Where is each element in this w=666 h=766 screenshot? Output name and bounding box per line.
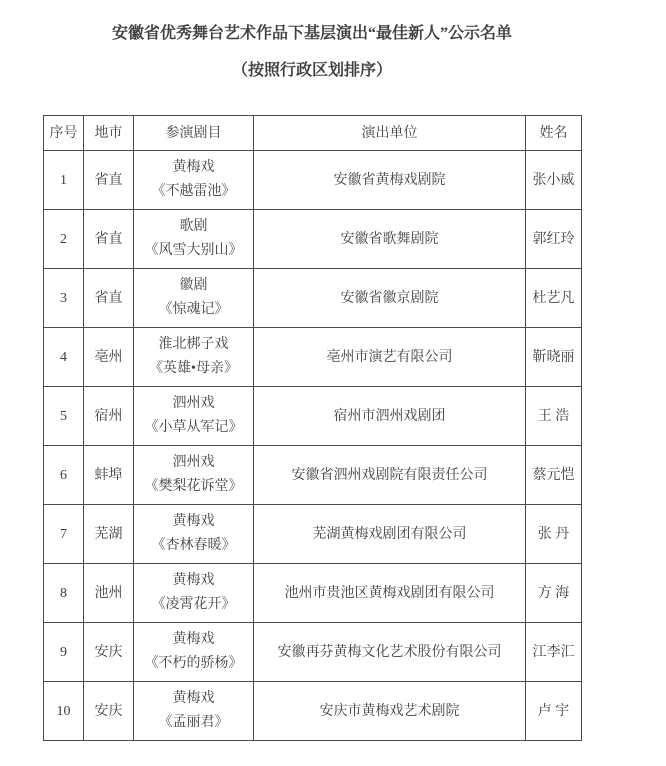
play-genre: 歌剧 bbox=[179, 219, 208, 234]
play-title: 《不越雷池》 bbox=[151, 184, 236, 199]
cell-play bbox=[134, 623, 254, 682]
cell-serial-number: 2 bbox=[44, 210, 84, 269]
cell-city: 蚌埠 bbox=[84, 446, 134, 505]
play-title: 《风雪大别山》 bbox=[144, 243, 243, 258]
header-serial-number: 序号 bbox=[44, 116, 84, 151]
play-title: 《不朽的骄杨》 bbox=[144, 656, 243, 671]
cell-city: 省直 bbox=[84, 269, 134, 328]
table-row bbox=[44, 269, 582, 328]
cell-name: 卢 宇 bbox=[526, 682, 582, 741]
table-row bbox=[44, 328, 582, 387]
cell-serial-number: 1 bbox=[44, 151, 84, 210]
cell-serial-number: 4 bbox=[44, 328, 84, 387]
cell-play bbox=[134, 505, 254, 564]
play-genre: 淮北梆子戏 bbox=[158, 337, 229, 352]
table-row bbox=[44, 151, 582, 210]
cell-organization: 池州市贵池区黄梅戏剧团有限公司 bbox=[254, 564, 526, 623]
cell-name: 张 丹 bbox=[526, 505, 582, 564]
play-title: 《惊魂记》 bbox=[158, 302, 229, 317]
cell-name: 方 海 bbox=[526, 564, 582, 623]
play-genre: 黄梅戏 bbox=[172, 632, 215, 647]
cell-organization: 亳州市演艺有限公司 bbox=[254, 328, 526, 387]
play-title: 《英雄•母亲》 bbox=[149, 361, 238, 376]
table-row bbox=[44, 564, 582, 623]
play-genre: 黄梅戏 bbox=[172, 160, 215, 175]
play-title: 《凌霄花开》 bbox=[151, 597, 236, 612]
cell-organization: 宿州市泗州戏剧团 bbox=[254, 387, 526, 446]
play-genre: 黄梅戏 bbox=[172, 514, 215, 529]
cell-serial-number: 3 bbox=[44, 269, 84, 328]
notice-content bbox=[43, 0, 581, 741]
page-title: 安徽省优秀舞台艺术作品下基层演出“最佳新人”公示名单 bbox=[111, 25, 512, 42]
cell-city: 宿州 bbox=[84, 387, 134, 446]
header-city: 地市 bbox=[84, 116, 134, 151]
cell-serial-number: 5 bbox=[44, 387, 84, 446]
cell-play bbox=[134, 446, 254, 505]
cell-organization: 安庆市黄梅戏艺术剧院 bbox=[254, 682, 526, 741]
cell-play bbox=[134, 210, 254, 269]
cell-city: 池州 bbox=[84, 564, 134, 623]
cell-name: 蔡元恺 bbox=[526, 446, 582, 505]
cell-play bbox=[134, 269, 254, 328]
cell-name: 郭红玲 bbox=[526, 210, 582, 269]
cell-city: 省直 bbox=[84, 210, 134, 269]
play-genre: 徽剧 bbox=[179, 278, 208, 293]
cell-name: 王 浩 bbox=[526, 387, 582, 446]
play-genre: 黄梅戏 bbox=[172, 691, 215, 706]
cell-city: 安庆 bbox=[84, 682, 134, 741]
cell-serial-number: 8 bbox=[44, 564, 84, 623]
play-title: 《樊梨花诉堂》 bbox=[144, 479, 243, 494]
table-row bbox=[44, 446, 582, 505]
cell-name: 张小威 bbox=[526, 151, 582, 210]
play-title: 《杏林春暖》 bbox=[151, 538, 236, 553]
page-subtitle: （按照行政区划排序） bbox=[231, 62, 392, 79]
cell-play bbox=[134, 151, 254, 210]
cell-play bbox=[134, 387, 254, 446]
cell-play bbox=[134, 682, 254, 741]
cell-organization: 安徽省徽京剧院 bbox=[254, 269, 526, 328]
table-body bbox=[44, 151, 582, 741]
cell-city: 安庆 bbox=[84, 623, 134, 682]
play-genre: 泗州戏 bbox=[172, 455, 215, 470]
cell-name: 靳晓丽 bbox=[526, 328, 582, 387]
header-name: 姓名 bbox=[526, 116, 582, 151]
table-row bbox=[44, 623, 582, 682]
play-title: 《小草从军记》 bbox=[144, 420, 243, 435]
cell-play bbox=[134, 564, 254, 623]
header-organization: 演出单位 bbox=[254, 116, 526, 151]
cell-city: 亳州 bbox=[84, 328, 134, 387]
table-row bbox=[44, 682, 582, 741]
table-row bbox=[44, 387, 582, 446]
table-row bbox=[44, 505, 582, 564]
cell-name: 江李汇 bbox=[526, 623, 582, 682]
play-genre: 黄梅戏 bbox=[172, 573, 215, 588]
cell-organization: 芜湖黄梅戏剧团有限公司 bbox=[254, 505, 526, 564]
play-genre: 泗州戏 bbox=[172, 396, 215, 411]
table-row bbox=[44, 210, 582, 269]
cell-play bbox=[134, 328, 254, 387]
cell-organization: 安徽省歌舞剧院 bbox=[254, 210, 526, 269]
cell-serial-number: 6 bbox=[44, 446, 84, 505]
cell-serial-number: 7 bbox=[44, 505, 84, 564]
play-title: 《孟丽君》 bbox=[158, 715, 229, 730]
table-header-row bbox=[44, 116, 582, 151]
cell-serial-number: 9 bbox=[44, 623, 84, 682]
cell-organization: 安徽省黄梅戏剧院 bbox=[254, 151, 526, 210]
cell-organization: 安徽再芬黄梅文化艺术股份有限公司 bbox=[254, 623, 526, 682]
header-play: 参演剧目 bbox=[134, 116, 254, 151]
cell-name: 杜艺凡 bbox=[526, 269, 582, 328]
cell-city: 省直 bbox=[84, 151, 134, 210]
cell-organization: 安徽省泗州戏剧院有限责任公司 bbox=[254, 446, 526, 505]
cell-city: 芜湖 bbox=[84, 505, 134, 564]
awardee-table bbox=[43, 115, 582, 741]
cell-serial-number: 10 bbox=[44, 682, 84, 741]
